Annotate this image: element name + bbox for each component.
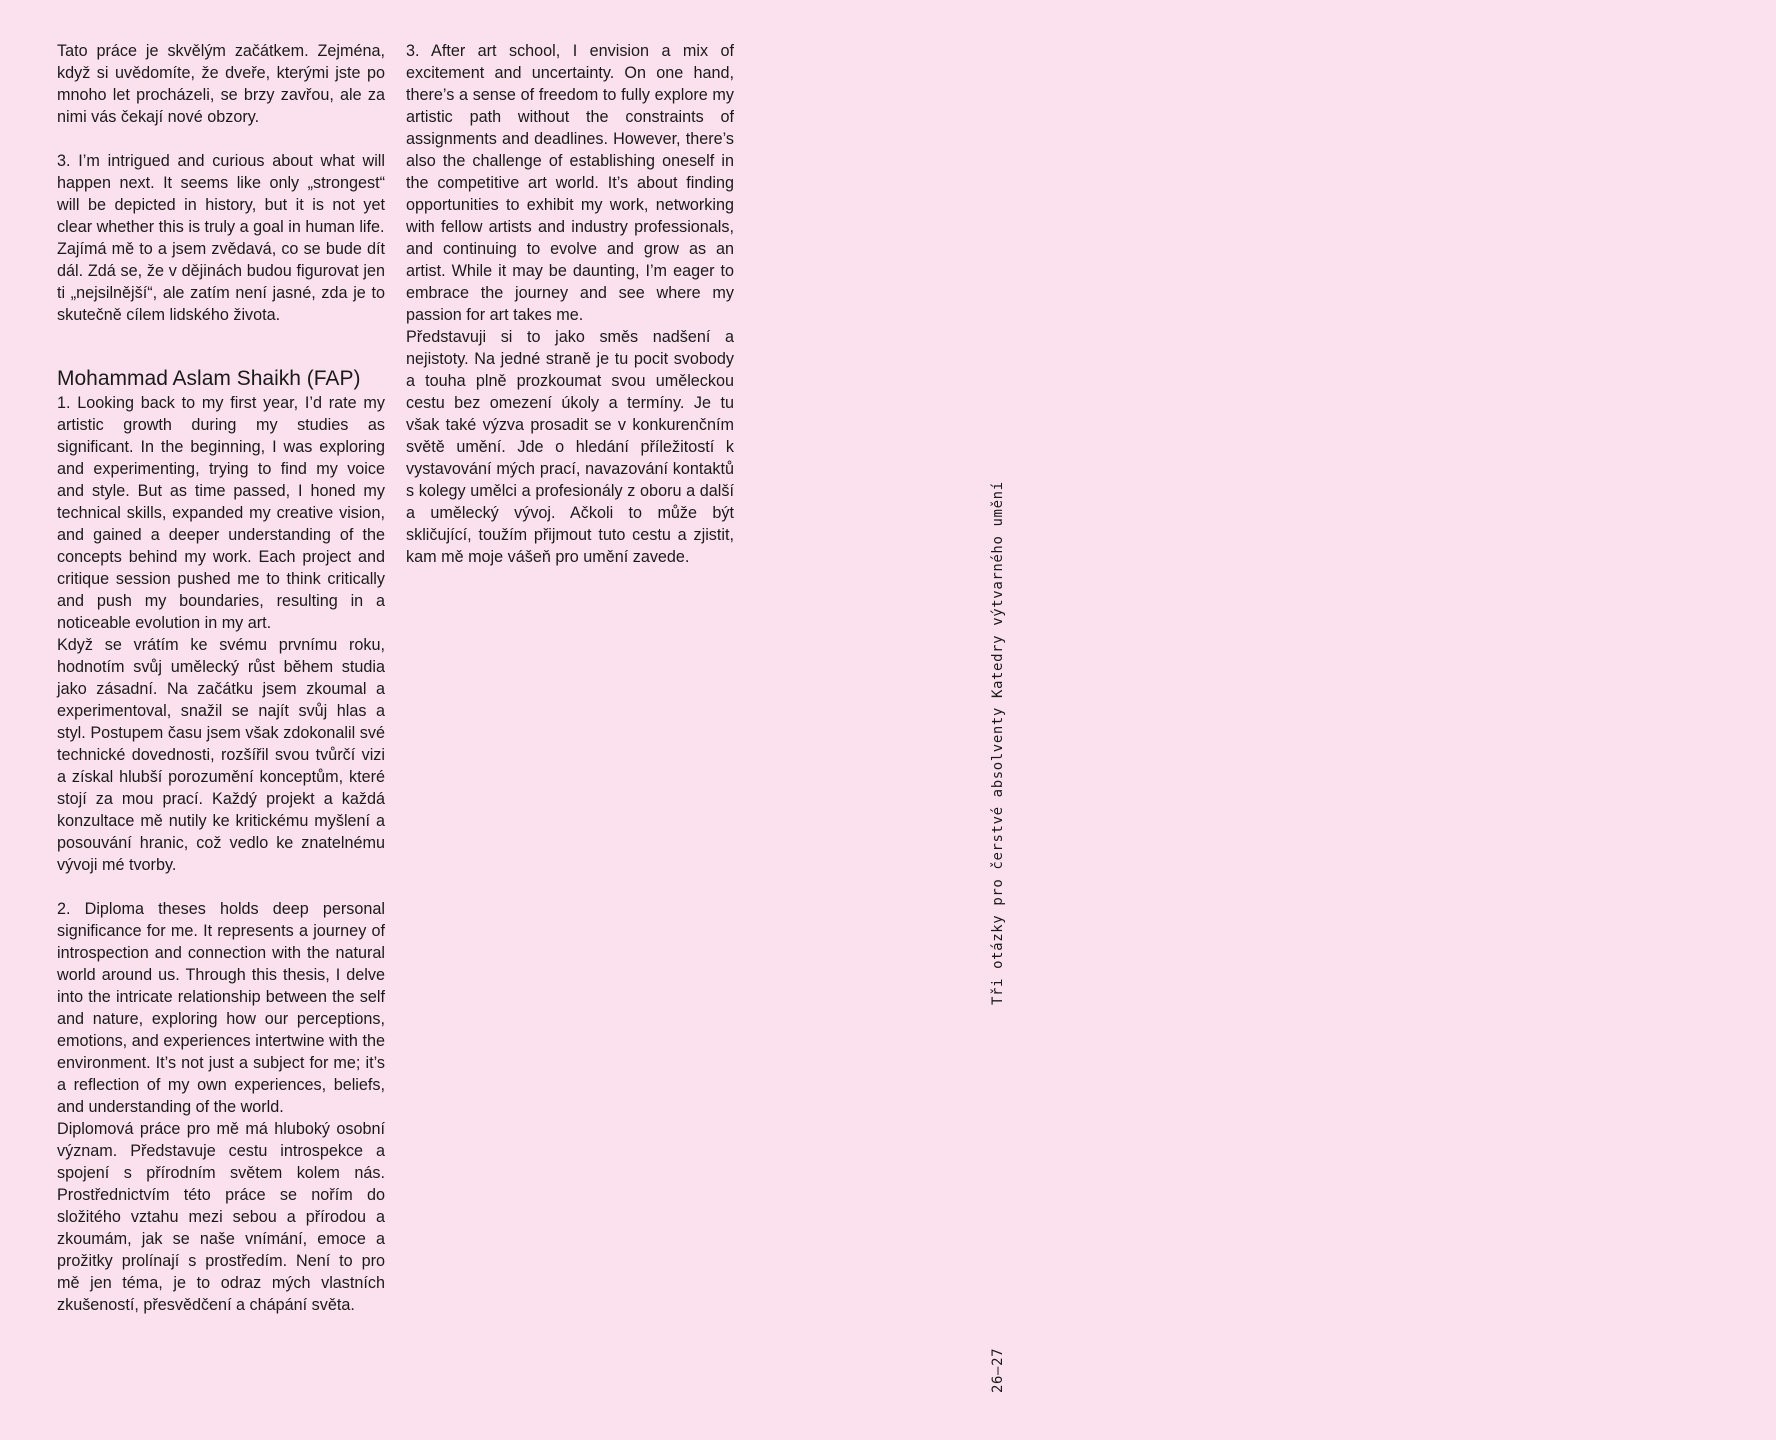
middle-column xyxy=(406,40,734,568)
left-column xyxy=(57,40,385,1316)
answer-1-cs-paragraph: Když se vrátím ke svému prvnímu roku, hodnotím svůj umělecký růst během studia jako zásadní. Na začátku jsem zkoumal a experimentoval, snažil se najít svůj hlas a styl. Postupem času jsem však zdokonalil své technické dovednosti, rozšířil svou tvůrčí vizi a získal hlubší porozumění konceptům, které stojí za mou prací. Každý projekt a každá konzultace mě nutily ke kritickému myšlení a posouvání hranic, což vedlo ke znatelnému vývoji mé tvorby. xyxy=(57,636,385,874)
answer-1-en-paragraph: 1. Looking back to my first year, I’d rate my artistic growth during my studies as significant. In the beginning, I was exploring and experimenting, trying to find my voice and style. But as time passed, I honed my technical skills, expanded my creative vision, and gained a deeper understanding of the concepts behind my work. Each project and critique session pushed me to think critically and push my boundaries, resulting in a noticeable evolution in my art. xyxy=(57,394,385,632)
author-heading: Mohammad Aslam Shaikh (FAP) xyxy=(57,367,361,390)
answer-3-en-paragraph: 3. After art school, I envision a mix of excitement and uncertainty. On one hand, there’s a sense of freedom to fully explore my artistic path without the constraints of assignments and deadlines. However, there’s also the challenge of establishing oneself in the competitive art world. It’s about finding opportunities to exhibit my work, networking with fellow artists and industry professionals, and continuing to evolve and grow as an artist. While it may be daunting, I’m eager to embrace the journey and see where my passion for art takes me. xyxy=(406,42,734,324)
running-title: Tři otázky pro čerstvé absolventy Katedry výtvarného umění xyxy=(990,481,1006,1005)
answer-3-cs-paragraph: Zajímá mě to a jsem zvědavá, co se bude dít dál. Zdá se, že v dějinách budou figurovat jen ti „nejsilnější“, ale zatím není jasné, zda je to skutečně cílem lidského života. xyxy=(57,240,385,324)
answer-2-cs-paragraph: Diplomová práce pro mě má hluboký osobní význam. Představuje cestu introspekce a spojení s přírodním světem kolem nás. Prostřednictvím této práce se nořím do složitého vztahu mezi sebou a přírodou a zkoumám, jak se naše vnímání, emoce a prožitky prolínají s prostředím. Není to pro mě jen téma, je to odraz mých vlastních zkušeností, přesvědčení a chápání světa. xyxy=(57,1120,385,1314)
page-numbers: 26—27 xyxy=(990,1347,1006,1393)
answer-3-cs-paragraph: Představuji si to jako směs nadšení a nejistoty. Na jedné straně je tu pocit svobody a touha plně prozkoumat svou uměleckou cestu bez omezení úkoly a termíny. Je tu však také výzva prosadit se v konkurenčním světě umění. Jde o hledání příležitostí k vystavování mých prací, navazování kontaktů s kolegy umělci a profesionály z oboru a další a umělecký vývoj. Ačkoli to může být skličující, toužím přijmout tuto cestu a zjistit, kam mě moje vášeň pro umění zavede. xyxy=(406,328,734,566)
answer-3-en-paragraph: 3. I’m intrigued and curious about what will happen next. It seems like only „strongest“ will be depicted in history, but it is not yet clear whether this is truly a goal in human life. xyxy=(57,152,385,236)
answer-2-en-paragraph: 2. Diploma theses holds deep personal significance for me. It represents a journey of introspection and connection with the natural world around us. Through this thesis, I delve into the intricate relationship between the self and nature, exploring how our perceptions, emotions, and experiences intertwine with the environment. It’s not just a subject for me; it’s a reflection of my own experiences, beliefs, and understanding of the world. xyxy=(57,900,385,1116)
intro-cs-paragraph: Tato práce je skvělým začátkem. Zejména, když si uvědomíte, že dveře, kterými jste po mnoho let procházeli, se brzy zavřou, ale za nimi vás čekají nové obzory. xyxy=(57,42,385,126)
